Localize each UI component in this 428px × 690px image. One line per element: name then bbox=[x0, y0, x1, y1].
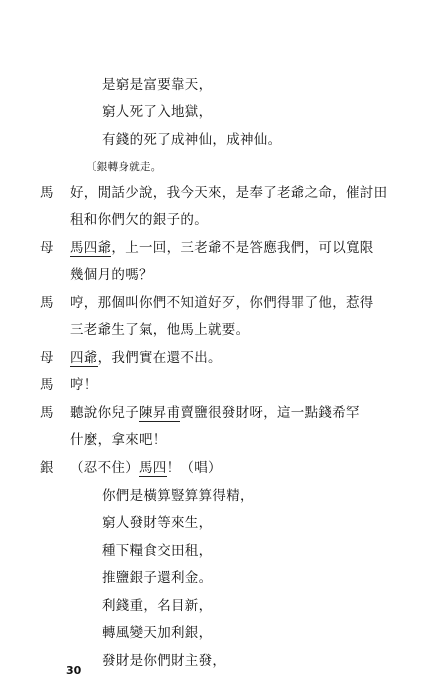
verse2-line-2: 窮人發財等來生， bbox=[102, 515, 213, 531]
verse1-line-3: 有錢的死了成神仙，成神仙。 bbox=[102, 132, 282, 148]
dialogue-line: 哼！ bbox=[70, 377, 98, 393]
dialogue-line: 三老爺生了氣，他馬上就要。 bbox=[70, 322, 250, 338]
dialogue-line bbox=[70, 239, 374, 257]
verse2-line-1: 你們是橫算豎算算得精， bbox=[102, 488, 254, 504]
speaker-yin: 銀 bbox=[40, 460, 54, 476]
verse2-line-6: 轉風變天加利銀， bbox=[102, 625, 213, 641]
dialogue-line: 什麼，拿來吧！ bbox=[70, 432, 167, 448]
underlined-name: 四爺 bbox=[70, 350, 98, 366]
speaker-ma-1: 馬 bbox=[40, 185, 54, 201]
speaker-ma-4: 馬 bbox=[40, 405, 54, 421]
underlined-name: 陳昇甫 bbox=[139, 405, 181, 421]
dialogue-line: 哼，那個叫你們不知道好歹，你們得罪了他，惹得 bbox=[70, 295, 374, 311]
speaker-ma-2: 馬 bbox=[40, 295, 54, 311]
speaker-mu-1: 母 bbox=[40, 240, 54, 256]
dialogue-line: 租和你們欠的銀子的。 bbox=[70, 212, 208, 228]
speaker-ma-3: 馬 bbox=[40, 377, 54, 393]
verse2-line-4: 推鹽銀子還利金。 bbox=[102, 570, 213, 586]
dialogue-line bbox=[70, 349, 222, 367]
speaker-mu-2: 母 bbox=[40, 350, 54, 366]
stage-note: ！（唱） bbox=[166, 460, 222, 476]
underlined-name: 馬四爺 bbox=[70, 240, 112, 256]
verse1-line-2: 窮人死了入地獄， bbox=[102, 104, 213, 120]
dialogue-text: 賣鹽很發財呀，這一點錢希罕 bbox=[180, 405, 360, 421]
verse2-line-5: 利錢重，名目新， bbox=[102, 598, 213, 614]
underlined-name: 馬四 bbox=[139, 460, 167, 476]
dialogue-line: 好，閒話少說，我今天來，是奉了老爺之命，催討田 bbox=[70, 185, 388, 201]
dialogue-text: ，我們實在還不出。 bbox=[97, 350, 222, 366]
verse1-line-1: 是窮是富要靠天， bbox=[102, 77, 213, 93]
dialogue-text: 聽說你兒子 bbox=[70, 405, 139, 421]
stage-note: （忍不住） bbox=[70, 460, 139, 476]
dialogue-line bbox=[70, 459, 222, 477]
page-number: 30 bbox=[66, 664, 82, 677]
verse2-line-7: 發財是你們財主發， bbox=[102, 653, 227, 669]
verse2-line-3: 種下糧食交田租， bbox=[102, 543, 213, 559]
dialogue-text: ，上一回，三老爺不是答應我們，可以寬限 bbox=[111, 240, 374, 256]
stage-direction: 〔銀轉身就走。 bbox=[86, 161, 162, 173]
dialogue-line: 幾個月的嗎？ bbox=[70, 267, 153, 283]
dialogue-line bbox=[70, 404, 360, 422]
